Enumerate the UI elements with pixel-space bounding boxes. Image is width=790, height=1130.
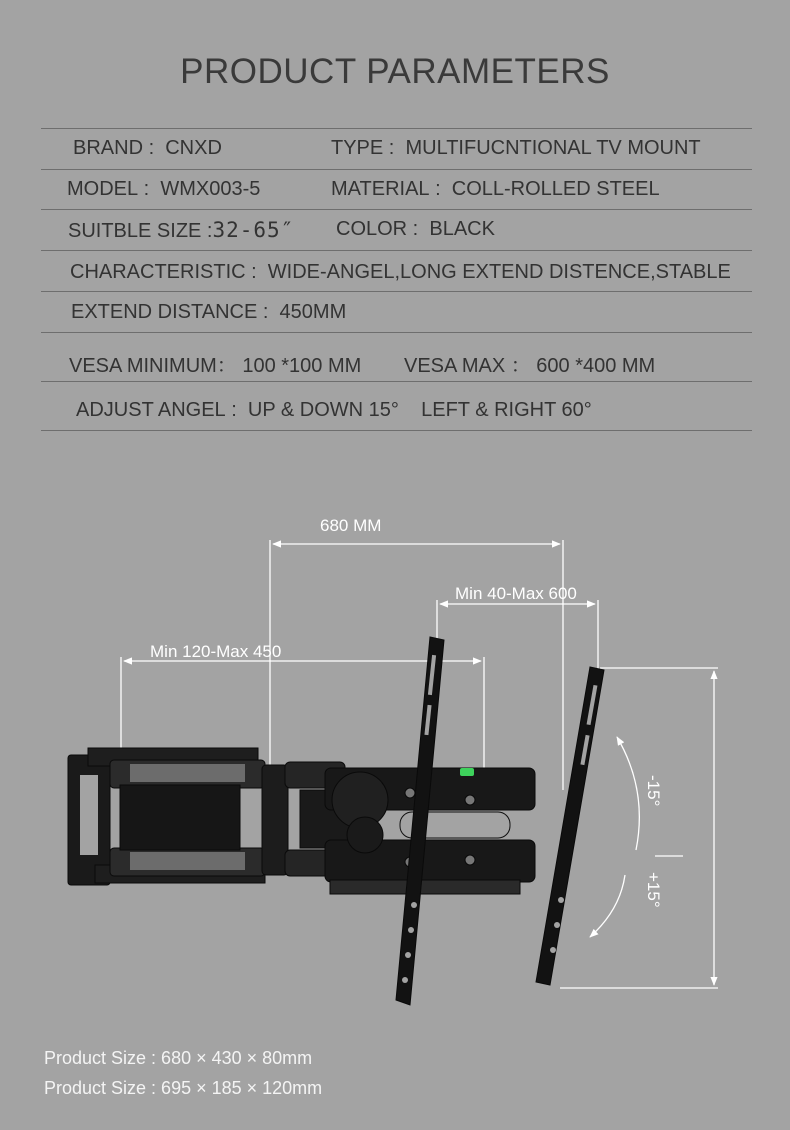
param-vesa-minimum: VESA MINIMUM： 100 *100 MM — [69, 355, 362, 377]
param-adjust-angel: ADJUST ANGEL : UP & DOWN 15° LEFT & RIGHT 60° — [76, 399, 592, 421]
dim-label-680: 680 MM — [320, 516, 382, 535]
package-size: Product Size : 695 × 185 × 120mm — [44, 1078, 323, 1098]
dim-label-extend-range: Min 120-Max 450 — [150, 642, 282, 661]
param-material: MATERIAL : COLL-ROLLED STEEL — [331, 178, 660, 200]
dim-label-vesa-range: Min 40-Max 600 — [455, 584, 577, 603]
param-type: TYPE : MULTIFUCNTIONAL TV MOUNT — [331, 137, 701, 159]
param-color: COLOR : BLACK — [336, 218, 495, 240]
page-title: PRODUCT PARAMETERS — [180, 52, 610, 91]
dim-label-tilt-plus: +15° — [644, 872, 663, 908]
param-characteristic: CHARACTERISTIC : WIDE-ANGEL,LONG EXTEND DISTENCE,STABLE — [70, 261, 731, 283]
param-vesa-max: VESA MAX ： 600 *400 MM — [404, 355, 656, 377]
param-model: MODEL : WMX003-5 — [67, 178, 261, 200]
param-brand: BRAND : CNXD — [73, 137, 222, 159]
param-suitble-label: SUITBLE SIZE : — [68, 220, 213, 242]
mount-illustration — [68, 637, 604, 1005]
param-suitble-value: 32-65″ — [212, 218, 295, 242]
param-extend-distance: EXTEND DISTANCE : 450MM — [71, 301, 347, 323]
dim-label-tilt-minus: -15° — [644, 775, 663, 807]
product-size: Product Size : 680 × 430 × 80mm — [44, 1048, 313, 1068]
